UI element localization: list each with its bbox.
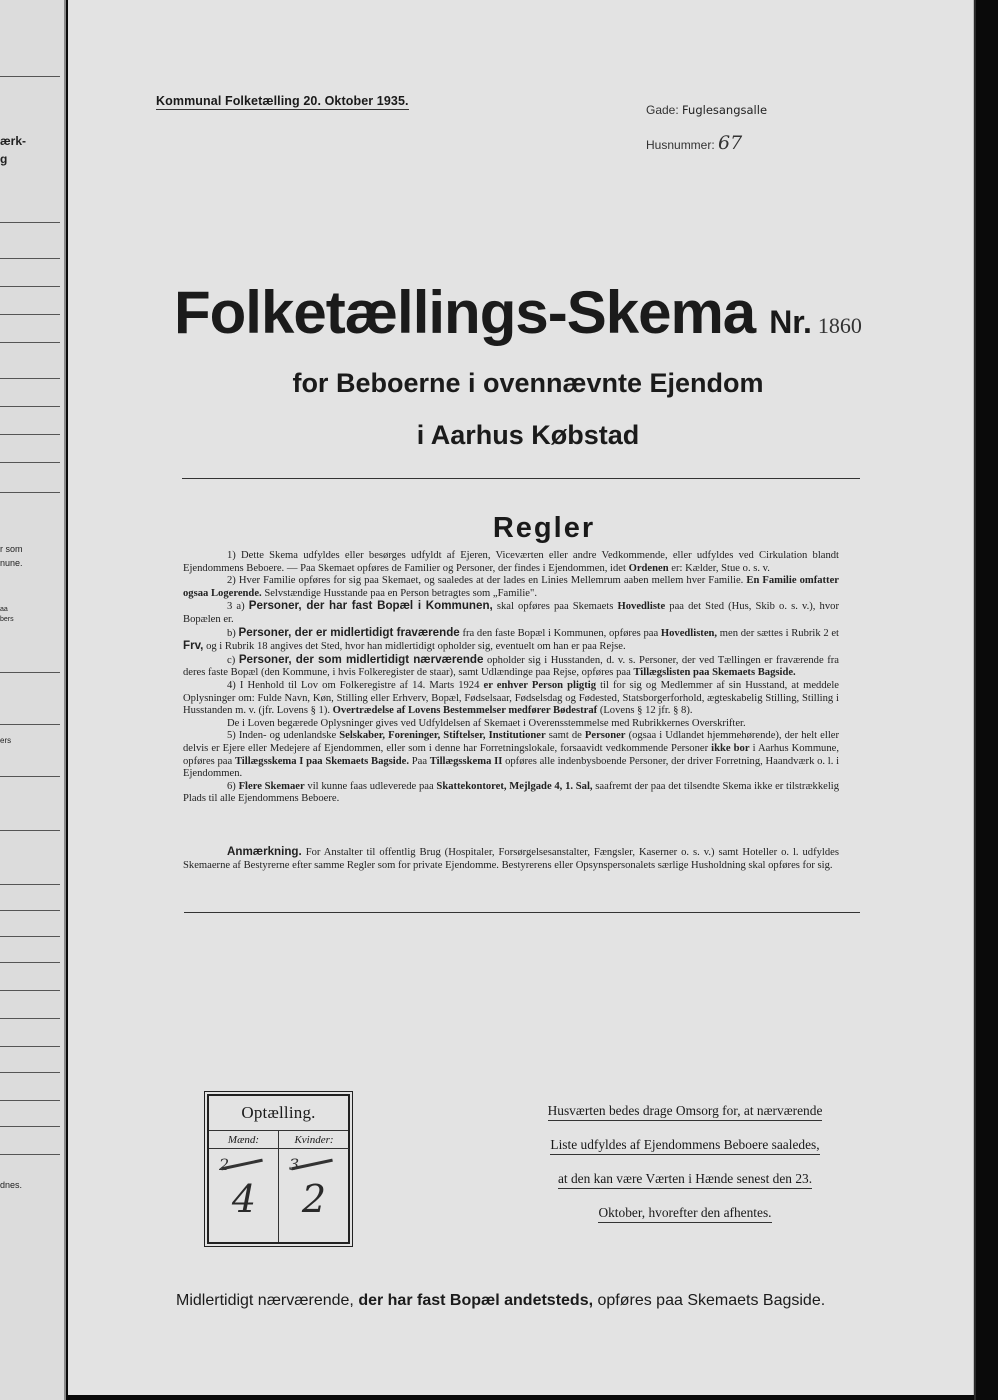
form-title <box>174 278 894 347</box>
rule-3a: 3 a) Personer, der har fast Bopæl i Kommunen, skal opføres paa Skemaets Hovedliste paa det Sted (Hus, Skib o. s. v.), hvor Bopælen er. <box>183 599 839 625</box>
rule-4-cont: De i Loven begærede Oplysninger gives ved Udfyldelsen af Skemaet i Overensstemmelse med Rubrikkernes Overskrifter. <box>227 717 746 729</box>
remark-text: For Anstalter til offentlig Brug (Hospitaler, Forsørgelsesanstalter, Fængsler, Kaserner o. s. v.) samt Hoteller o. l. udfyldes Skemaerne af Bestyrerne efter samme Regler som for private Ejendomme. Bestyrerens eller Opsynspersonalets særlige Husholdning skal opføres for sig. <box>183 847 839 871</box>
fragment-text: r som <box>0 544 23 554</box>
house-number-value: 67 <box>718 132 743 154</box>
women-label: Kvinder: <box>279 1131 349 1149</box>
rule-2: 2) Hver Familie opføres for sig paa Skemaet, og saaledes at der lades en Linies Mellemrum aaben mellem hver Familie. En Familie omfatter ogsaa Logerende. Selvstændige Husstande paa en Person betragtes som „Familie". <box>183 575 839 599</box>
form-number-label: Nr. <box>769 304 812 340</box>
street-field <box>646 103 767 117</box>
notice-line: Liste udfyldes af Ejendommens Beboere saaledes, <box>512 1128 858 1162</box>
men-column <box>209 1131 279 1242</box>
rule-6: 6) Flere Skemaer vil kunne faas udleverede paa Skattekontoret, Mejlgade 4, 1. Sal, saafremt der paa det tilsendte Skema ikke er tilstrækkelig Plads til alle Ejendommens Beboere. <box>183 780 840 805</box>
notice-line: Husværten bedes drage Omsorg for, at nærværende <box>512 1094 858 1128</box>
rules-heading: Regler <box>492 512 596 544</box>
rule-5: 5) Inden- og udenlandske Selskaber, Foreninger, Stiftelser, Institutioner samt de Personer (ogsaa i Udlandet hjemmehørende), der helt eller delvis er Ejere eller Medejere af Ejendommen, eller som i denne har Forretningslokale, forsaavidt vedkommende Personer ikke bor i Aarhus Kommune, opføres paa Tillægsskema I paa Skemaets Bagside. Paa Tillægsskema II opføres alle indenbysboende Personer, der driver Forretning, Haandværk o. l. i Ejendommen. <box>183 730 840 780</box>
page-title: Folketællings-Skema <box>174 279 756 346</box>
notice-line: at den kan være Værten i Hænde senest den 23. <box>512 1162 858 1196</box>
fragment-text: aa <box>0 606 8 613</box>
women-column <box>279 1131 349 1242</box>
house-number-field <box>646 132 742 154</box>
fragment-text: ers <box>0 736 12 745</box>
scan-border <box>974 0 998 1400</box>
footer-instruction: Midlertidigt nærværende, der har fast Bopæl andetsteds, opføres paa Skemaets Bagside. <box>176 1292 826 1309</box>
men-struck-value: 2 <box>219 1155 230 1174</box>
divider <box>182 478 860 479</box>
men-count: 4 <box>231 1177 257 1221</box>
rules-text <box>183 550 839 806</box>
count-box <box>207 1094 350 1244</box>
count-title: Optælling. <box>209 1096 348 1131</box>
remark-note <box>183 846 839 872</box>
subtitle-residents: for Beboerne i ovennævnte Ejendom <box>292 368 764 398</box>
census-form-page <box>68 0 974 1395</box>
women-count: 2 <box>301 1177 327 1221</box>
rule-4: 4) I Henhold til Lov om Folkeregistre af 14. Marts 1924 er enhver Person pligtig til for sig og Medlemmer af sin Husstand, at meddele Oplysninger om: Fulde Navn, Køn, Stilling eller Erhverv, Bopæl, Fødselsaar, Fødselsdag og Fødested, Statsborgerforhold, ægteskabelig Stilling, Stilling i Husstanden m. v. (jfr. Lovens § 1). Overtrædelse af Lovens Bestemmelser medfører Bødestraf (Lovens § 12 jfr. § 8). <box>183 679 839 717</box>
rule-1: 1) Dette Skema udfyldes eller besørges udfyldt af Ejeren, Viceværten eller andre Vedkommende, eller udfyldes ved Cirkulation blandt Ejendommens Beboere. — Paa Skemaet opføres de Familier og Personer, der findes i Ejendommen, idet Ordenen er: Kælder, Stue o. s. v. <box>183 550 839 574</box>
remark-label: Anmærkning. <box>227 845 302 858</box>
street-label: Gade: <box>646 103 679 117</box>
form-number-value: 1860 <box>817 313 862 338</box>
fragment-text: bers <box>0 616 14 623</box>
rule-3c: c) Personer, der som midlertidigt nærværende opholder sig i Husstanden, d. v. s. Personer, der ved Tællingen er fraværende fra deres faste Bopæl (den Kommune, i hvis Folkeregister de staar), samt Udlændinge paa Rejse, opføres paa Tillægslisten paa Skemaets Bagside. <box>183 652 839 679</box>
men-label: Mænd: <box>209 1131 278 1149</box>
fragment-text: ærk- <box>0 134 27 148</box>
rule-3b: b) Personer, der er midlertidigt fraværende fra den faste Bopæl i Kommunen, opføres paa Hovedlisten, men der sættes i Rubrik 2 et Frv, og i Rubrik 18 angives det Sted, hvor han midlertidigt opholder sig, eventuelt om han er paa Rejse. <box>183 625 839 653</box>
fragment-text: nune. <box>0 558 23 568</box>
fragment-text: dnes. <box>0 1180 23 1190</box>
fragment-text: g <box>0 152 8 166</box>
notice-line: Oktober, hvorefter den afhentes. <box>512 1196 858 1230</box>
adjacent-page-strip <box>0 0 66 1400</box>
house-number-label: Husnummer: <box>646 138 715 152</box>
landlord-notice <box>512 1094 858 1230</box>
subtitle-town: i Aarhus Købstad <box>416 420 640 450</box>
census-header: Kommunal Folketælling 20. Oktober 1935. <box>156 94 409 108</box>
women-struck-value: 3 <box>289 1155 300 1174</box>
street-value: Fuglesangsalle <box>682 103 768 117</box>
divider <box>184 912 860 913</box>
